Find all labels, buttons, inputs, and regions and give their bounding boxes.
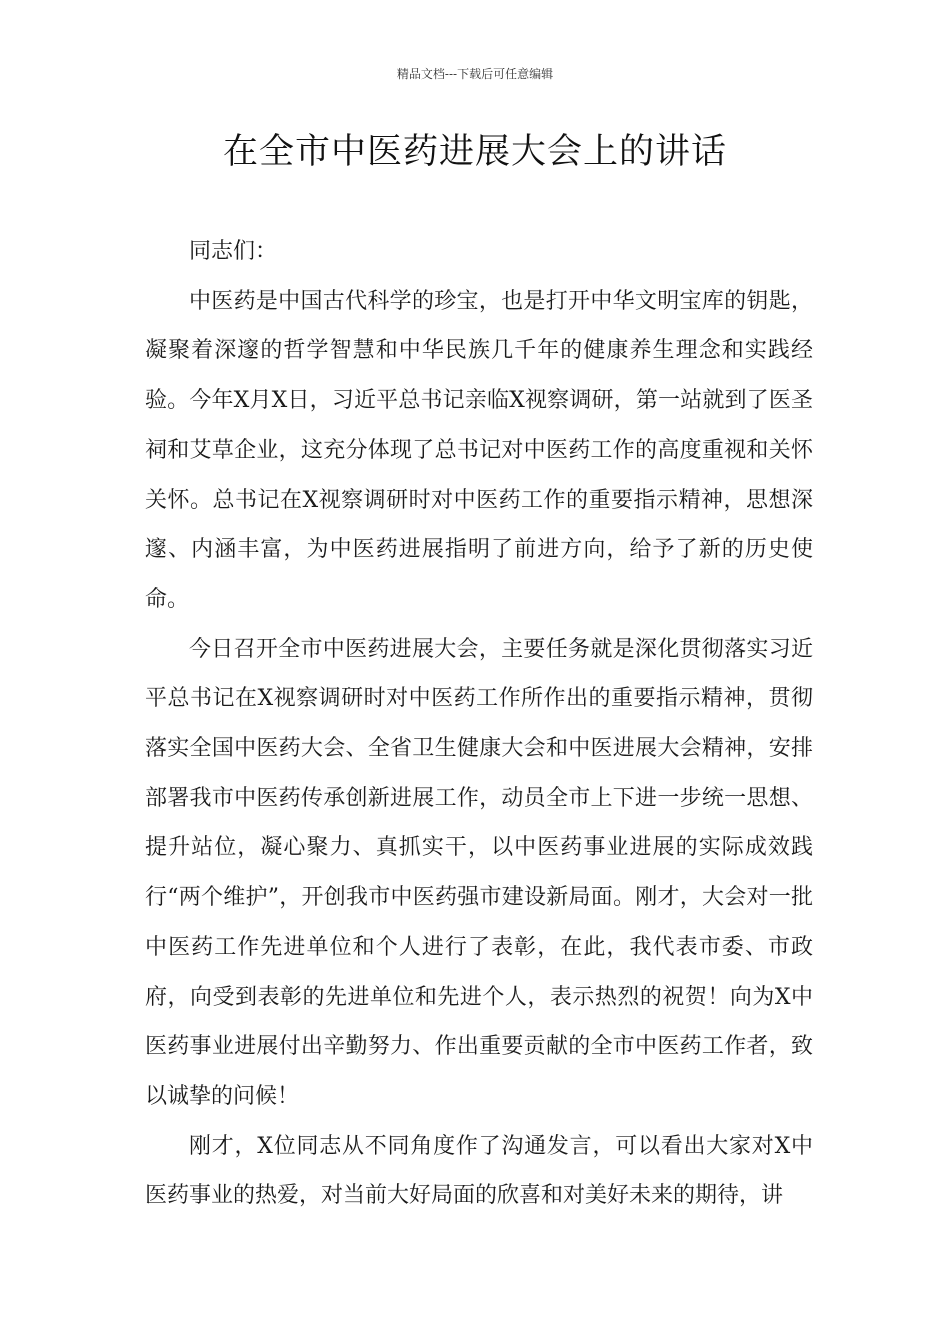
paragraph: 刚才，X位同志从不同角度作了沟通发言，可以看出大家对X中医药事业的热爱，对当前大好局面的欣喜和对美好未来的期待，讲 — [145, 1133, 813, 1209]
paragraph: 中医药是中国古代科学的珍宝，也是打开中华文明宝库的钥匙，凝聚着深邃的哲学智慧和中华民族几千年的健康养生理念和实践经验。今年X月X日，习近平总书记亲临X视察调研，第一站就到了医圣祠和艾草企业，这充分体现了总书记对中医药工作的高度重视和关怀关怀。总书记在X视察调研时对中医药工作的重要指示精神，思想深邃、内涵丰富，为中医药进展指明了前进方向，给予了新的历史使命。 — [145, 288, 813, 612]
paragraph: 今日召开全市中医药进展大会，主要任务就是深化贯彻落实习近平总书记在X视察调研时对中医药工作所作出的重要指示精神，贯彻落实全国中医药大会、全省卫生健康大会和中医进展大会精神，安排部署我市中医药传承创新进展工作，动员全市上下进一步统一思想、提升站位，凝心聚力、真抓实干，以中医药事业进展的实际成效践行“两个维护”，开创我市中医药强市建设新局面。刚才，大会对一批中医药工作先进单位和个人进行了表彰，在此，我代表市委、市政府，向受到表彰的先进单位和先进个人，表示热烈的祝贺！向为X中医药事业进展付出辛勤努力、作出重要贡献的全市中医药工作者，致以诚挚的问候！ — [145, 636, 813, 1109]
header-note: 精品文档---下载后可任意编辑 — [396, 67, 554, 81]
document-body — [145, 227, 813, 1221]
document-title: 在全市中医药进展大会上的讲话 — [222, 132, 727, 172]
salutation: 同志们： — [189, 239, 278, 264]
